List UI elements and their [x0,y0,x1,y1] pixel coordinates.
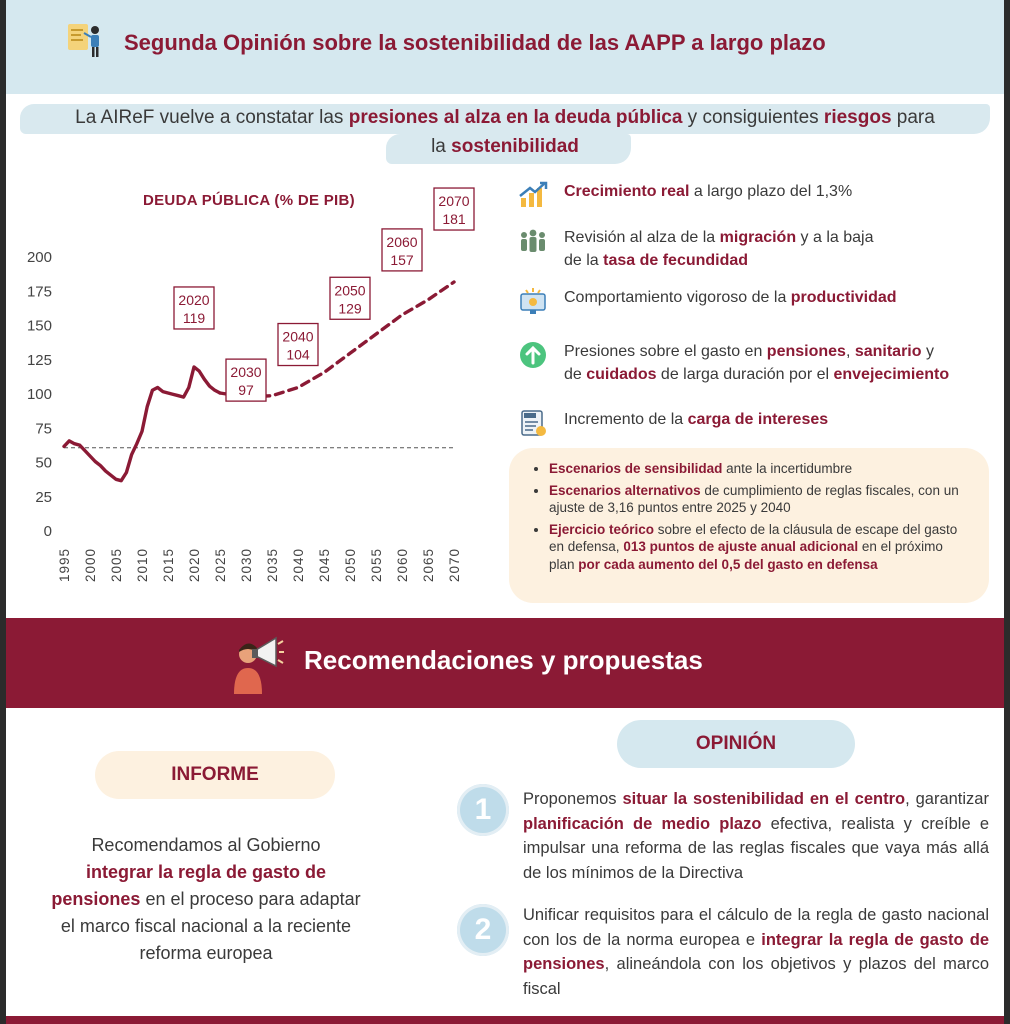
subtitle-bold: riesgos [823,107,892,128]
page-title: Segunda Opinión sobre la sostenibilidad de las AAPP a largo plazo [124,30,826,55]
y-tick-label: 125 [26,351,52,369]
scenarios-list [509,448,989,573]
subtitle-text: la [431,136,452,157]
y-tick-label: 175 [26,283,52,301]
header-banner [6,0,1004,94]
scenario-bold: Escenarios alternativos [549,482,701,498]
x-tick-label: 2070 [447,547,462,582]
analyst-report-icon [66,20,104,60]
chart-title: DEUDA PÚBLICA (% DE PIB) [143,192,355,209]
infographic-page [6,0,1004,1024]
bold-text: cuidados [586,366,657,383]
text: Unificar requisitos para el cálculo de la regla de gasto nacional con los de la norma europea e [523,906,989,949]
scenario-text: sobre el efecto de la cláusula de escape del gasto en defensa, [549,521,958,554]
subtitle-text: y consiguientes [682,107,824,128]
x-tick-label: 2035 [265,547,280,582]
opinion-label: OPINIÓN [617,720,855,768]
value-label-year: 2030 [230,364,262,381]
y-tick-label: 50 [35,454,52,472]
x-tick-label: 2005 [109,547,124,582]
text: y a la baja [796,229,874,246]
bold-text: productividad [790,289,897,306]
text: de larga duración por el [656,366,834,383]
text: a largo plazo del 1,3% [689,183,853,200]
x-tick-label: 2065 [421,547,436,582]
informe-label: INFORME [95,751,335,799]
value-label-year: 2020 [178,291,210,308]
y-tick-label: 75 [35,420,52,438]
opinion-item-text [523,787,989,885]
value-label-year: 2050 [334,282,366,299]
subtitle-text: La AIReF vuelve a constatar las [75,107,349,128]
y-tick-label: 100 [26,386,52,403]
feature-text [564,340,949,386]
scenario-item [549,482,971,517]
debt-document-icon [518,408,548,438]
bold-text: tasa de fecundidad [603,252,749,269]
text: de [564,366,587,383]
growth-chart-icon [518,180,548,210]
x-tick-label: 2055 [369,547,384,582]
x-tick-label: 2030 [239,547,254,582]
value-label-year: 2040 [282,328,314,345]
bold-text: planificación de medio plazo [523,814,762,833]
text: Incremento de la [564,411,688,428]
x-tick-label: 2040 [291,547,306,582]
scenario-text: en el próximo plan [549,539,943,572]
feature-text [564,408,828,431]
text: , alineándola con los objetivos y plazos del marco fiscal [523,955,989,998]
feature-text [564,226,874,272]
x-tick-label: 2025 [213,547,228,582]
y-tick-label: 150 [26,317,52,335]
text: Proponemos [523,790,623,808]
scenario-item [549,460,971,478]
opinion-number-badge: 1 [457,784,509,836]
informe-text-part: Recomendamos al Gobierno [91,835,321,855]
scenario-item [549,521,971,574]
bold-text: envejecimiento [833,366,950,383]
x-tick-label: 2000 [83,547,98,582]
text: , garantizar [905,790,989,808]
subtitle-bold: presiones al alza en la deuda pública [348,107,683,128]
text: Revisión al alza de la [564,229,720,246]
informe-text-part: en el proceso para adaptar el marco fiscal nacional a la reciente reforma europea [60,889,361,963]
text: Comportamiento vigoroso de la [564,289,791,306]
bold-text: integrar la regla de gasto de pensiones [523,930,989,973]
value-label-value: 181 [442,211,466,228]
y-tick-label: 0 [43,523,52,540]
bold-text: situar la sostenibilidad en el centro [622,790,906,808]
value-label-value: 157 [390,251,414,268]
x-tick-label: 2010 [135,547,150,582]
x-tick-label: 2045 [317,547,332,582]
value-label-year: 2070 [438,193,470,210]
recommendations-title: Recomendaciones y propuestas [304,645,703,675]
text: y [921,343,934,360]
population-icon [518,226,548,256]
x-tick-label: 2050 [343,547,358,582]
value-label-value: 129 [338,300,362,317]
subtitle-bold: sostenibilidad [451,136,579,157]
bold-text: migración [719,229,797,246]
text: efectiva, realista y creíble e impulsar una reforma de las reglas fiscales que vaya más allá de los mínimos de la Directiva [523,814,989,882]
informe-text [46,832,366,967]
recommendations-banner [6,618,1004,708]
value-label-year: 2060 [386,233,418,250]
text: Presiones sobre el gasto en [564,343,767,360]
text: , [845,343,855,360]
x-tick-label: 1995 [57,547,72,582]
scenario-bold: por cada aumento del 0,5 del gasto en defensa [578,556,878,572]
feature-text [564,286,897,309]
scenarios-box [509,448,989,603]
megaphone-person-icon [228,632,284,694]
bold-text: sanitario [854,343,922,360]
y-tick-label: 200 [26,249,52,266]
opinion-number-badge: 2 [457,904,509,956]
historical-line [64,367,220,481]
bottom-bar [6,1016,1004,1024]
opinion-item-text [523,903,989,1001]
scenario-text: ante la incertidumbre [722,461,853,476]
scenario-text: de cumplimiento de reglas fiscales, con un ajuste de 3,16 puntos entre 2025 y 2040 [549,482,959,515]
informe-bold: integrar la regla de gasto de pensiones [51,862,327,909]
x-tick-label: 2060 [395,547,410,582]
scenario-bold: Escenarios de sensibilidad [549,461,723,476]
bold-text: pensiones [766,343,846,360]
feature-text [564,180,852,203]
text: de la [564,252,604,269]
subtitle-text: para [891,107,935,128]
value-label-value: 97 [238,382,254,399]
value-label-value: 119 [182,309,206,326]
scenario-bold: 013 puntos de ajuste anual adicional [623,539,859,554]
bold-text: carga de intereses [687,411,829,428]
value-label-value: 104 [286,346,310,363]
scenario-bold: Ejercicio teórico [549,521,655,537]
x-tick-label: 2015 [161,547,176,582]
up-arrow-icon [518,340,548,370]
productivity-icon [518,286,548,316]
subtitle [6,103,1004,161]
y-tick-label: 25 [35,488,52,506]
x-tick-label: 2020 [187,547,202,582]
bold-text: Crecimiento real [564,183,690,200]
